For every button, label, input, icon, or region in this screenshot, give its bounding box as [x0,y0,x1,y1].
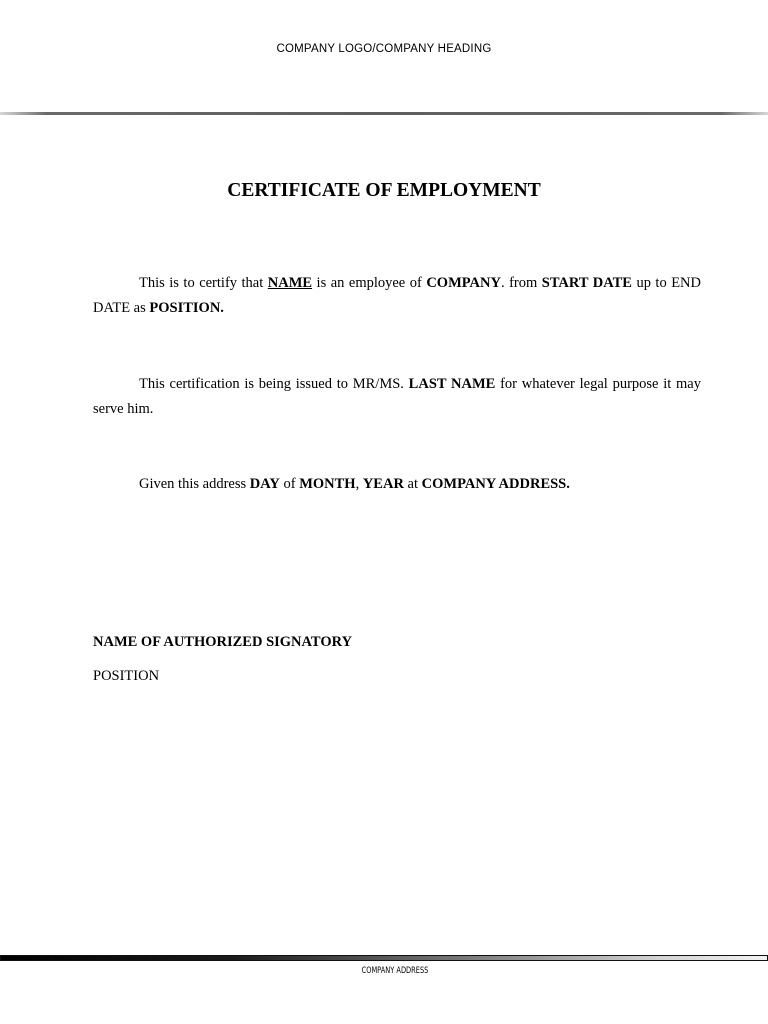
company-address-placeholder: COMPANY ADDRESS. [421,476,570,492]
p1-text-3: . from [500,275,542,291]
company-heading: COMPANY LOGO/COMPANY HEADING [276,43,492,55]
employment-paragraph [93,271,701,321]
start-date-placeholder: START DATE [541,275,632,291]
month-placeholder: MONTH [299,476,356,492]
p2-text-1: This certification is being issued to MR/MS. [139,376,409,392]
year-placeholder: YEAR [362,476,404,492]
p3-text-4: at [403,476,422,492]
p2-text-2: for whatever legal purpose it may serve him. [93,376,701,417]
signatory-position: POSITION [93,668,160,684]
p3-text-1: Given this address [139,476,250,492]
purpose-paragraph [93,372,701,422]
day-placeholder: DAY [249,476,280,492]
p1-text-2: is an employee of [312,275,427,291]
p3-text-2: of [279,476,300,492]
p1-text-1: This is to certify that [139,275,268,291]
position-placeholder: POSITION. [149,300,224,316]
company-placeholder: COMPANY [426,275,501,291]
last-name-placeholder: LAST NAME [408,376,496,392]
header-divider [0,112,768,115]
p3-text-3: , [355,476,363,492]
signatory-name: NAME OF AUTHORIZED SIGNATORY [93,634,353,650]
employee-name-placeholder: NAME [267,275,313,291]
footer-divider [0,955,768,961]
document-title: CERTIFICATE OF EMPLOYMENT [227,180,541,201]
footer-company-address: COMPANY ADDRESS [361,966,429,976]
issue-date-paragraph [93,472,701,497]
p1-text-4: up to END DATE as [93,275,701,316]
